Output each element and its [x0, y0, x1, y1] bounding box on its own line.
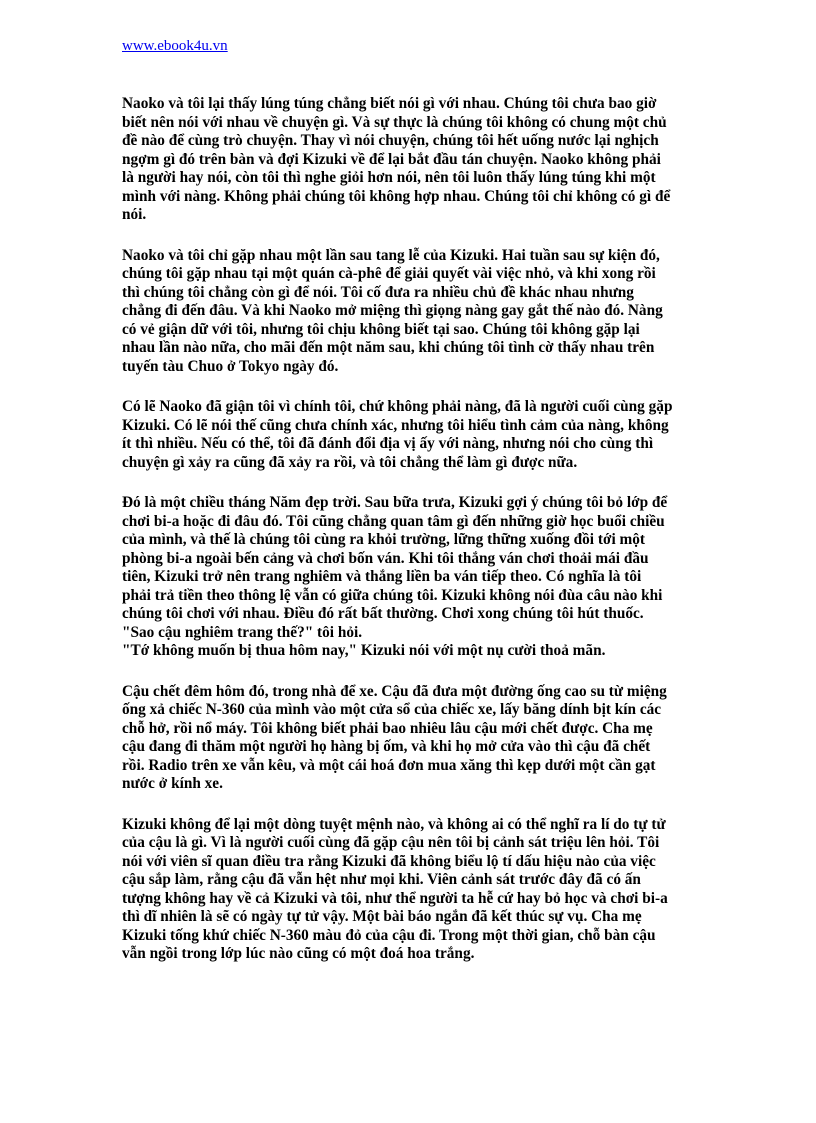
- dialogue-line: "Tớ không muốn bị thua hôm nay," Kizuki nói với một nụ cười thoả mãn.: [122, 642, 606, 659]
- text-line: rồi. Radio trên xe vẫn kêu, và một cái hoá đơn mua xăng thì kẹp dưới một cần gạt: [122, 756, 656, 774]
- paragraph-3: [122, 398, 722, 472]
- text-line: thì dĩ nhiên là sẽ có ngày tự tử vậy. Một bài báo ngắn đã kết thúc sự vụ. Cha mẹ: [122, 908, 642, 925]
- text-line: Có lẽ Naoko đã giận tôi vì chính tôi, chứ không phải nàng, đã là người cuối cùng gặp: [122, 398, 673, 415]
- text-line: Naoko và tôi lại thấy lúng túng chẳng biết nói gì với nhau. Chúng tôi chưa bao giờ: [122, 95, 657, 112]
- text-line: chẳng đi đến đâu. Và khi Naoko mở miệng thì giọng nàng gay gắt thế nào đó. Nàng: [122, 302, 663, 319]
- text-line: phải trả tiền theo thông lệ vẫn có giữa chúng tôi. Kizuki không nói đùa câu nào khi: [122, 586, 663, 604]
- text-line: tuyến tàu Chuo ở Tokyo ngày đó.: [122, 357, 339, 375]
- text-line: tượng không hay về cả Kizuki và tôi, như thể người ta hễ cứ hay bỏ học và chơi bi-a: [122, 889, 668, 907]
- text-line: biết nên nói với nhau về chuyện gì. Và sự thực là chúng tôi không có chung một chủ: [122, 113, 667, 131]
- text-line: tiên, Kizuki trở nên trang nghiêm và thắng liền ba ván tiếp theo. Có nghĩa là tôi: [122, 568, 642, 585]
- paragraph-1: [122, 95, 722, 225]
- text-line: ống xả chiếc N-360 của mình vào một cửa sổ của chiếc xe, lấy băng dính bịt kín các: [122, 701, 662, 718]
- text-line: Đó là một chiều tháng Năm đẹp trời. Sau bữa trưa, Kizuki gợi ý chúng tôi bỏ lớp để: [122, 494, 668, 511]
- text-line: nói với viên sĩ quan điều tra rằng Kizuki đã không biểu lộ tí dấu hiệu nào của việc: [122, 852, 656, 870]
- text-line: chúng tôi gặp nhau tại một quán cà-phê để giải quyết vài việc nhỏ, và khi xong rồi: [122, 265, 656, 282]
- text-line: nước ở kính xe.: [122, 775, 223, 792]
- text-line: Kizuki không để lại một dòng tuyệt mệnh nào, và không ai có thể nghĩ ra lí do tự tử: [122, 815, 666, 833]
- text-line: Naoko và tôi chỉ gặp nhau một lần sau tang lễ của Kizuki. Hai tuần sau sự kiện đó,: [122, 246, 660, 264]
- paragraph-2: [122, 247, 722, 377]
- text-line: có vẻ giận dữ với tôi, nhưng tôi chịu không biết tại sao. Chúng tôi không gặp lại: [122, 320, 640, 338]
- text-line: Kizuki tống khứ chiếc N-360 màu đỏ của cậu đi. Trong một thời gian, chỗ bàn cậu: [122, 926, 656, 944]
- text-line: vẫn ngồi trong lớp lúc nào cũng có một đoá hoa trắng.: [122, 945, 475, 962]
- text-line: nói.: [122, 206, 147, 223]
- document-body: [122, 95, 722, 986]
- text-line: cậu đang đi thăm một người họ hàng bị ốm, và khi họ mở cửa vào thì cậu đã chết: [122, 738, 651, 755]
- text-line: phòng bi-a ngoài bến cảng và chơi bốn ván. Khi tôi thắng ván chơi thoải mái đầu: [122, 549, 649, 567]
- text-line: nhau lần nào nữa, cho mãi đến một năm sau, khi chúng tôi tình cờ thấy nhau trên: [122, 339, 655, 356]
- text-line: chỗ hở, rồi nổ máy. Tôi không biết phải bao nhiêu lâu cậu mới chết được. Cha mẹ: [122, 719, 653, 737]
- text-line: mình với nàng. Không phải chúng tôi không hợp nhau. Chúng tôi chỉ không có gì để: [122, 187, 671, 205]
- text-line: là người hay nói, còn tôi thì nghe giỏi hơn nói, nên tôi luôn thấy lúng túng khi một: [122, 169, 656, 186]
- text-line: chơi bi-a hoặc đi đâu đó. Tôi cũng chẳng quan tâm gì đến những giờ học buổi chiều: [122, 512, 665, 530]
- text-line: của mình, và thế là chúng tôi cùng ra khỏi trường, lững thững xuống đồi tới một: [122, 531, 646, 548]
- text-line: Kizuki. Có lẽ nói thế cũng chưa chính xác, nhưng tôi hiểu tình cảm của nàng, không: [122, 416, 669, 434]
- text-line: chuyện gì xảy ra cũng đã xảy ra rồi, và tôi chẳng thể làm gì được nữa.: [122, 453, 578, 471]
- text-line: ngợm gì đó trên bàn và đợi Kizuki về để lại bắt đầu tán chuyện. Naoko không phải: [122, 150, 661, 168]
- text-line: cậu sắp làm, rằng cậu đã vẫn hệt như mọi khi. Viên cảnh sát trước đây đã có ấn: [122, 871, 641, 888]
- text-line: đề nào để cùng trò chuyện. Thay vì nói chuyện, chúng tôi hết uống nước lại nghịch: [122, 132, 659, 149]
- text-line: thì chúng tôi chẳng còn gì để nói. Tôi cố đưa ra nhiều chủ đề khác nhau nhưng: [122, 283, 634, 301]
- paragraph-6: [122, 816, 722, 964]
- header-link[interactable]: www.ebook4u.vn: [122, 38, 228, 54]
- dialogue-line: "Sao cậu nghiêm trang thế?" tôi hỏi.: [122, 623, 363, 641]
- text-line: của cậu là gì. Vì là người cuối cùng đã gặp cậu nên tôi bị cảnh sát triệu lên hỏi. Tôi: [122, 834, 660, 851]
- text-line: chúng tôi chơi với nhau. Điều đó rất bất thường. Chơi xong chúng tôi hút thuốc.: [122, 605, 644, 622]
- text-line: Cậu chết đêm hôm đó, trong nhà để xe. Cậu đã đưa một đường ống cao su từ miệng: [122, 682, 667, 700]
- text-line: ít thì nhiều. Nếu có thể, tôi đã đánh đổi địa vị ấy với nàng, nhưng nói cho cùng thì: [122, 435, 654, 452]
- paragraph-4: [122, 494, 722, 661]
- paragraph-5: [122, 683, 722, 794]
